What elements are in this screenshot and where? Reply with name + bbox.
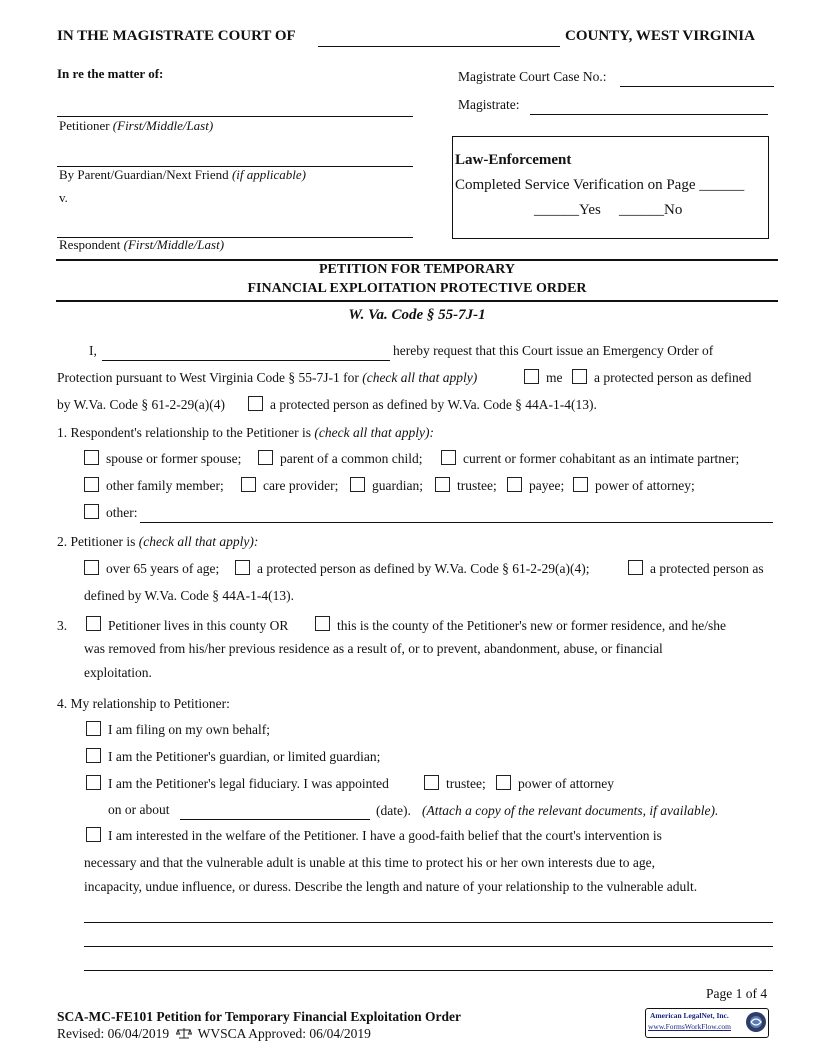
globe-icon — [745, 1011, 767, 1033]
q3-line2: was removed from his/her previous residence as a result of, or to prevent, abandonment, abuse, or financial — [84, 641, 663, 656]
intro-protection: Protection pursuant to West Virginia Code § 55-7J-1 for (check all that apply) — [57, 370, 478, 385]
q2-prompt: 2. Petitioner is (check all that apply): — [57, 534, 259, 549]
case-number-field[interactable] — [620, 86, 774, 87]
over65-checkbox[interactable] — [84, 560, 99, 575]
trustee-checkbox[interactable] — [435, 477, 450, 492]
intro-request: hereby request that this Court issue an Emergency Order of — [393, 343, 714, 358]
respondent-caption: Respondent (First/Middle/Last) — [59, 237, 225, 252]
footer-dates: Revised: 06/04/2019 WVSCA Approved: 06/04/2019 — [57, 1026, 371, 1041]
law-enforcement-title: Law-Enforcement — [455, 152, 572, 168]
interested-label: I am interested in the welfare of the Petitioner. I have a good-faith belief that the court's intervention is — [108, 828, 662, 843]
q4-prompt: 4. My relationship to Petitioner: — [57, 696, 230, 711]
lives-checkbox[interactable] — [86, 616, 101, 631]
q2-protected-b-label: a protected person as — [650, 561, 764, 576]
title-rule-top — [56, 259, 778, 261]
intro-i: I, — [89, 343, 97, 358]
me-checkbox[interactable] — [524, 369, 539, 384]
petitioner-caption: Petitioner (First/Middle/Last) — [59, 118, 214, 133]
other-field[interactable] — [140, 522, 773, 523]
me-label: me — [546, 370, 563, 385]
over65-label: over 65 years of age; — [106, 561, 220, 576]
protected-a-checkbox[interactable] — [572, 369, 587, 384]
verification-yes[interactable]: ______Yes — [534, 202, 601, 218]
page-number: Page 1 of 4 — [706, 986, 768, 1001]
q2-protected-a-label: a protected person as defined by W.Va. Code § 61-2-29(a)(4); — [257, 561, 590, 576]
on-about-label: on or about — [108, 802, 170, 817]
county-field[interactable] — [318, 46, 560, 47]
guardian-caption: By Parent/Guardian/Next Friend (if applicable) — [59, 167, 306, 182]
magistrate-field[interactable] — [530, 114, 768, 115]
q2-protected-b-checkbox[interactable] — [628, 560, 643, 575]
q1-prompt: 1. Respondent's relationship to the Petitioner is (check all that apply): — [57, 425, 434, 440]
q4-line3: incapacity, undue influence, or duress. Describe the length and nature of your relationship to the vulnerable adult. — [84, 879, 698, 894]
own-behalf-checkbox[interactable] — [86, 721, 101, 736]
parent-label: parent of a common child; — [280, 451, 423, 466]
logo-url[interactable]: www.FormsWorkFlow.com — [648, 1022, 732, 1031]
q4-trustee-checkbox[interactable] — [424, 775, 439, 790]
logo-name: American LegalNet, Inc. — [650, 1011, 729, 1020]
spouse-label: spouse or former spouse; — [106, 451, 242, 466]
q2-cont: defined by W.Va. Code § 44A-1-4(13). — [84, 588, 294, 603]
poa-label: power of attorney; — [595, 478, 695, 493]
cohabitant-checkbox[interactable] — [441, 450, 456, 465]
court-heading-left: IN THE MAGISTRATE COURT OF — [57, 28, 296, 44]
petitioner-field[interactable] — [57, 116, 413, 117]
payee-label: payee; — [529, 478, 565, 493]
description-line-1[interactable] — [84, 922, 773, 923]
date-label: (date). — [376, 803, 411, 818]
form-title: SCA-MC-FE101 Petition for Temporary Financial Exploitation Order — [57, 1009, 461, 1024]
q4-trustee-label: trustee; — [446, 776, 486, 791]
family-checkbox[interactable] — [84, 477, 99, 492]
description-line-3[interactable] — [84, 970, 773, 971]
q2-protected-a-checkbox[interactable] — [235, 560, 250, 575]
protected-b-checkbox[interactable] — [248, 396, 263, 411]
case-number-label: Magistrate Court Case No.: — [458, 69, 607, 84]
description-line-2[interactable] — [84, 946, 773, 947]
q4-line2: necessary and that the vulnerable adult is unable at this time to protect his or her own interests due to age, — [84, 855, 655, 870]
protected-b-label: a protected person as defined by W.Va. Code § 44A-1-4(13). — [270, 397, 597, 412]
magistrate-label: Magistrate: — [458, 97, 520, 112]
lives-label: Petitioner lives in this county OR — [108, 618, 289, 633]
court-heading-right: COUNTY, WEST VIRGINIA — [565, 28, 755, 44]
protected-a-label: a protected person as defined — [594, 370, 752, 385]
q3-line3: exploitation. — [84, 665, 152, 680]
county-checkbox[interactable] — [315, 616, 330, 631]
appointment-date-field[interactable] — [180, 819, 370, 820]
family-label: other family member; — [106, 478, 224, 493]
q3-num: 3. — [57, 618, 68, 633]
q4-poa-checkbox[interactable] — [496, 775, 511, 790]
q4-guardian-label: I am the Petitioner's guardian, or limited guardian; — [108, 749, 381, 764]
filer-name-field[interactable] — [102, 360, 390, 361]
guardian-checkbox[interactable] — [350, 477, 365, 492]
q4-poa-label: power of attorney — [518, 776, 614, 791]
care-provider-label: care provider; — [263, 478, 339, 493]
interested-checkbox[interactable] — [86, 827, 101, 842]
versus-label: v. — [59, 190, 68, 205]
poa-checkbox[interactable] — [573, 477, 588, 492]
fiduciary-label: I am the Petitioner's legal fiduciary. I was appointed — [108, 776, 389, 791]
care-provider-checkbox[interactable] — [241, 477, 256, 492]
scales-icon — [176, 1027, 192, 1043]
code-citation: W. Va. Code § 55-7J-1 — [348, 307, 486, 323]
spouse-checkbox[interactable] — [84, 450, 99, 465]
fiduciary-checkbox[interactable] — [86, 775, 101, 790]
verification-no[interactable]: ______No — [619, 202, 683, 218]
petition-title-line1: PETITION FOR TEMPORARY — [318, 262, 516, 277]
q4-guardian-checkbox[interactable] — [86, 748, 101, 763]
by-code-label: by W.Va. Code § 61-2-29(a)(4) — [57, 397, 225, 412]
petition-title-line2: FINANCIAL EXPLOITATION PROTECTIVE ORDER — [247, 281, 587, 296]
service-verification-line[interactable]: Completed Service Verification on Page ______ — [455, 177, 745, 193]
own-behalf-label: I am filing on my own behalf; — [108, 722, 270, 737]
other-checkbox[interactable] — [84, 504, 99, 519]
in-re-label: In re the matter of: — [57, 66, 164, 81]
cohabitant-label: current or former cohabitant as an intimate partner; — [463, 451, 740, 466]
other-label: other: — [106, 505, 138, 520]
county-label: this is the county of the Petitioner's new or former residence, and he/she — [337, 618, 726, 633]
guardian-label: guardian; — [372, 478, 423, 493]
trustee-label: trustee; — [457, 478, 497, 493]
payee-checkbox[interactable] — [507, 477, 522, 492]
attach-note: (Attach a copy of the relevant documents, if available). — [422, 803, 719, 818]
parent-checkbox[interactable] — [258, 450, 273, 465]
title-rule-bottom — [56, 300, 778, 302]
